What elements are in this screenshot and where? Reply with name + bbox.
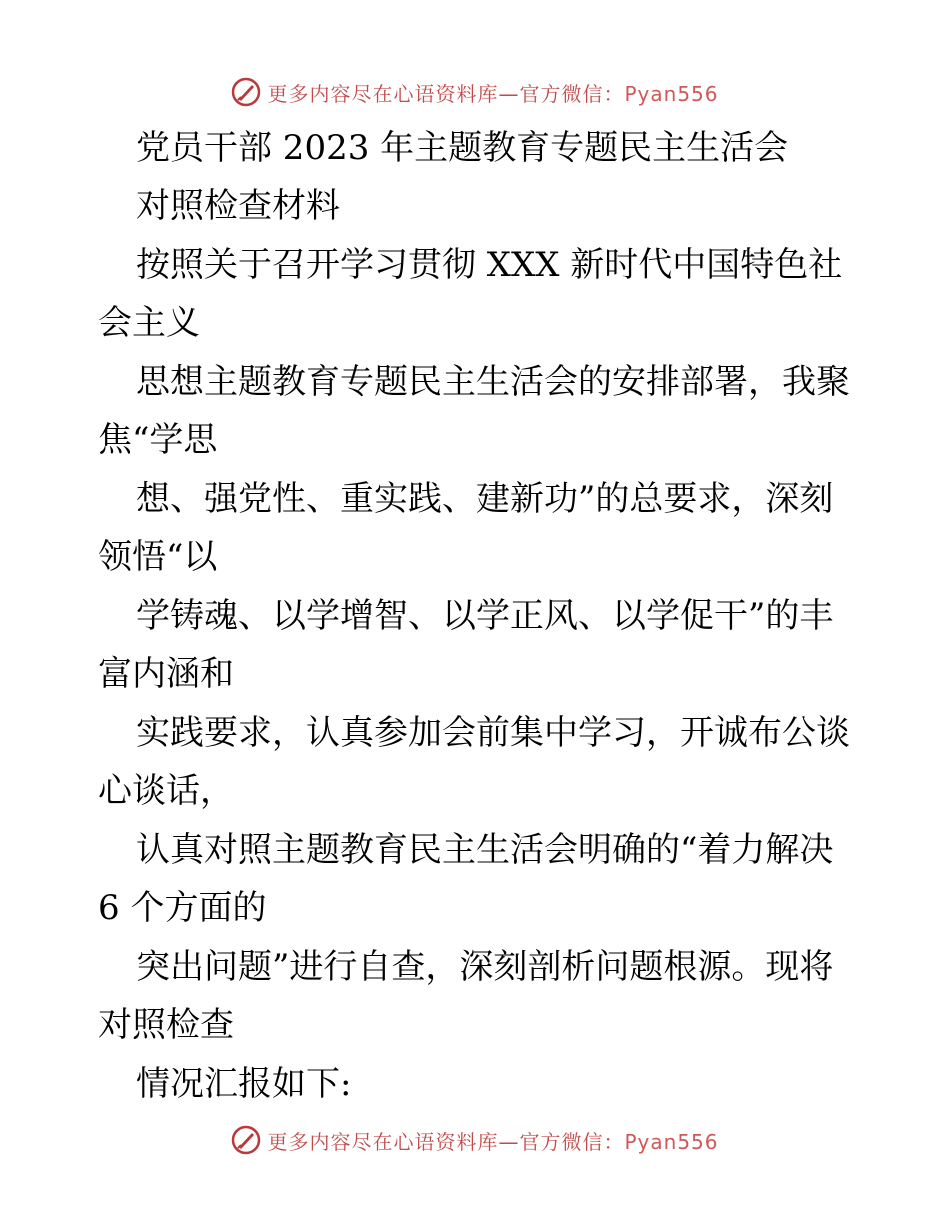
paragraph-line: 突出问题”进行自查，深刻剖析问题根源。现将 — [136, 947, 834, 987]
paragraph-line: 学铸魂、以学增智、以学正风、以学促干”的丰 — [136, 596, 834, 636]
red-quill-seal-icon — [231, 1125, 261, 1155]
paragraph-line: 6 个方面的 — [98, 888, 267, 928]
doc-title-line-2: 对照检查材料 — [136, 186, 340, 226]
paragraph-line: 思想主题教育专题民主生活会的安排部署，我聚 — [136, 362, 850, 402]
paragraph-line: 想、强党性、重实践、建新功”的总要求，深刻 — [136, 479, 834, 519]
banner-wechat-id: Pyan556 — [624, 81, 719, 106]
footer-banner — [0, 1120, 950, 1160]
doc-title-line-1: 党员干部 2023 年主题教育专题民主生活会 — [136, 128, 789, 168]
paragraph-line: 情况汇报如下: — [136, 1064, 352, 1104]
banner-text — [267, 78, 718, 107]
paragraph-line: 实践要求，认真参加会前集中学习，开诚布公谈 — [136, 713, 850, 753]
banner-text — [267, 1126, 718, 1155]
red-quill-seal-icon — [231, 77, 261, 107]
paragraph-line: 按照关于召开学习贯彻 XXX 新时代中国特色社 — [136, 245, 843, 285]
paragraph-line: 焦“学思 — [98, 420, 218, 460]
banner-label: 更多内容尽在心语资料库—官方微信： — [267, 81, 625, 106]
paragraph-line: 富内涵和 — [98, 654, 234, 694]
paragraph-line: 领悟“以 — [98, 537, 218, 577]
banner-label: 更多内容尽在心语资料库—官方微信： — [267, 1129, 625, 1154]
paragraph-line: 心谈话， — [98, 771, 234, 811]
paragraph-line: 对照检查 — [98, 1005, 234, 1045]
banner-wechat-id: Pyan556 — [624, 1129, 719, 1154]
paragraph-line: 认真对照主题教育民主生活会明确的“着力解决 — [136, 830, 834, 870]
paragraph-line: 会主义 — [98, 303, 200, 343]
header-banner — [0, 72, 950, 112]
